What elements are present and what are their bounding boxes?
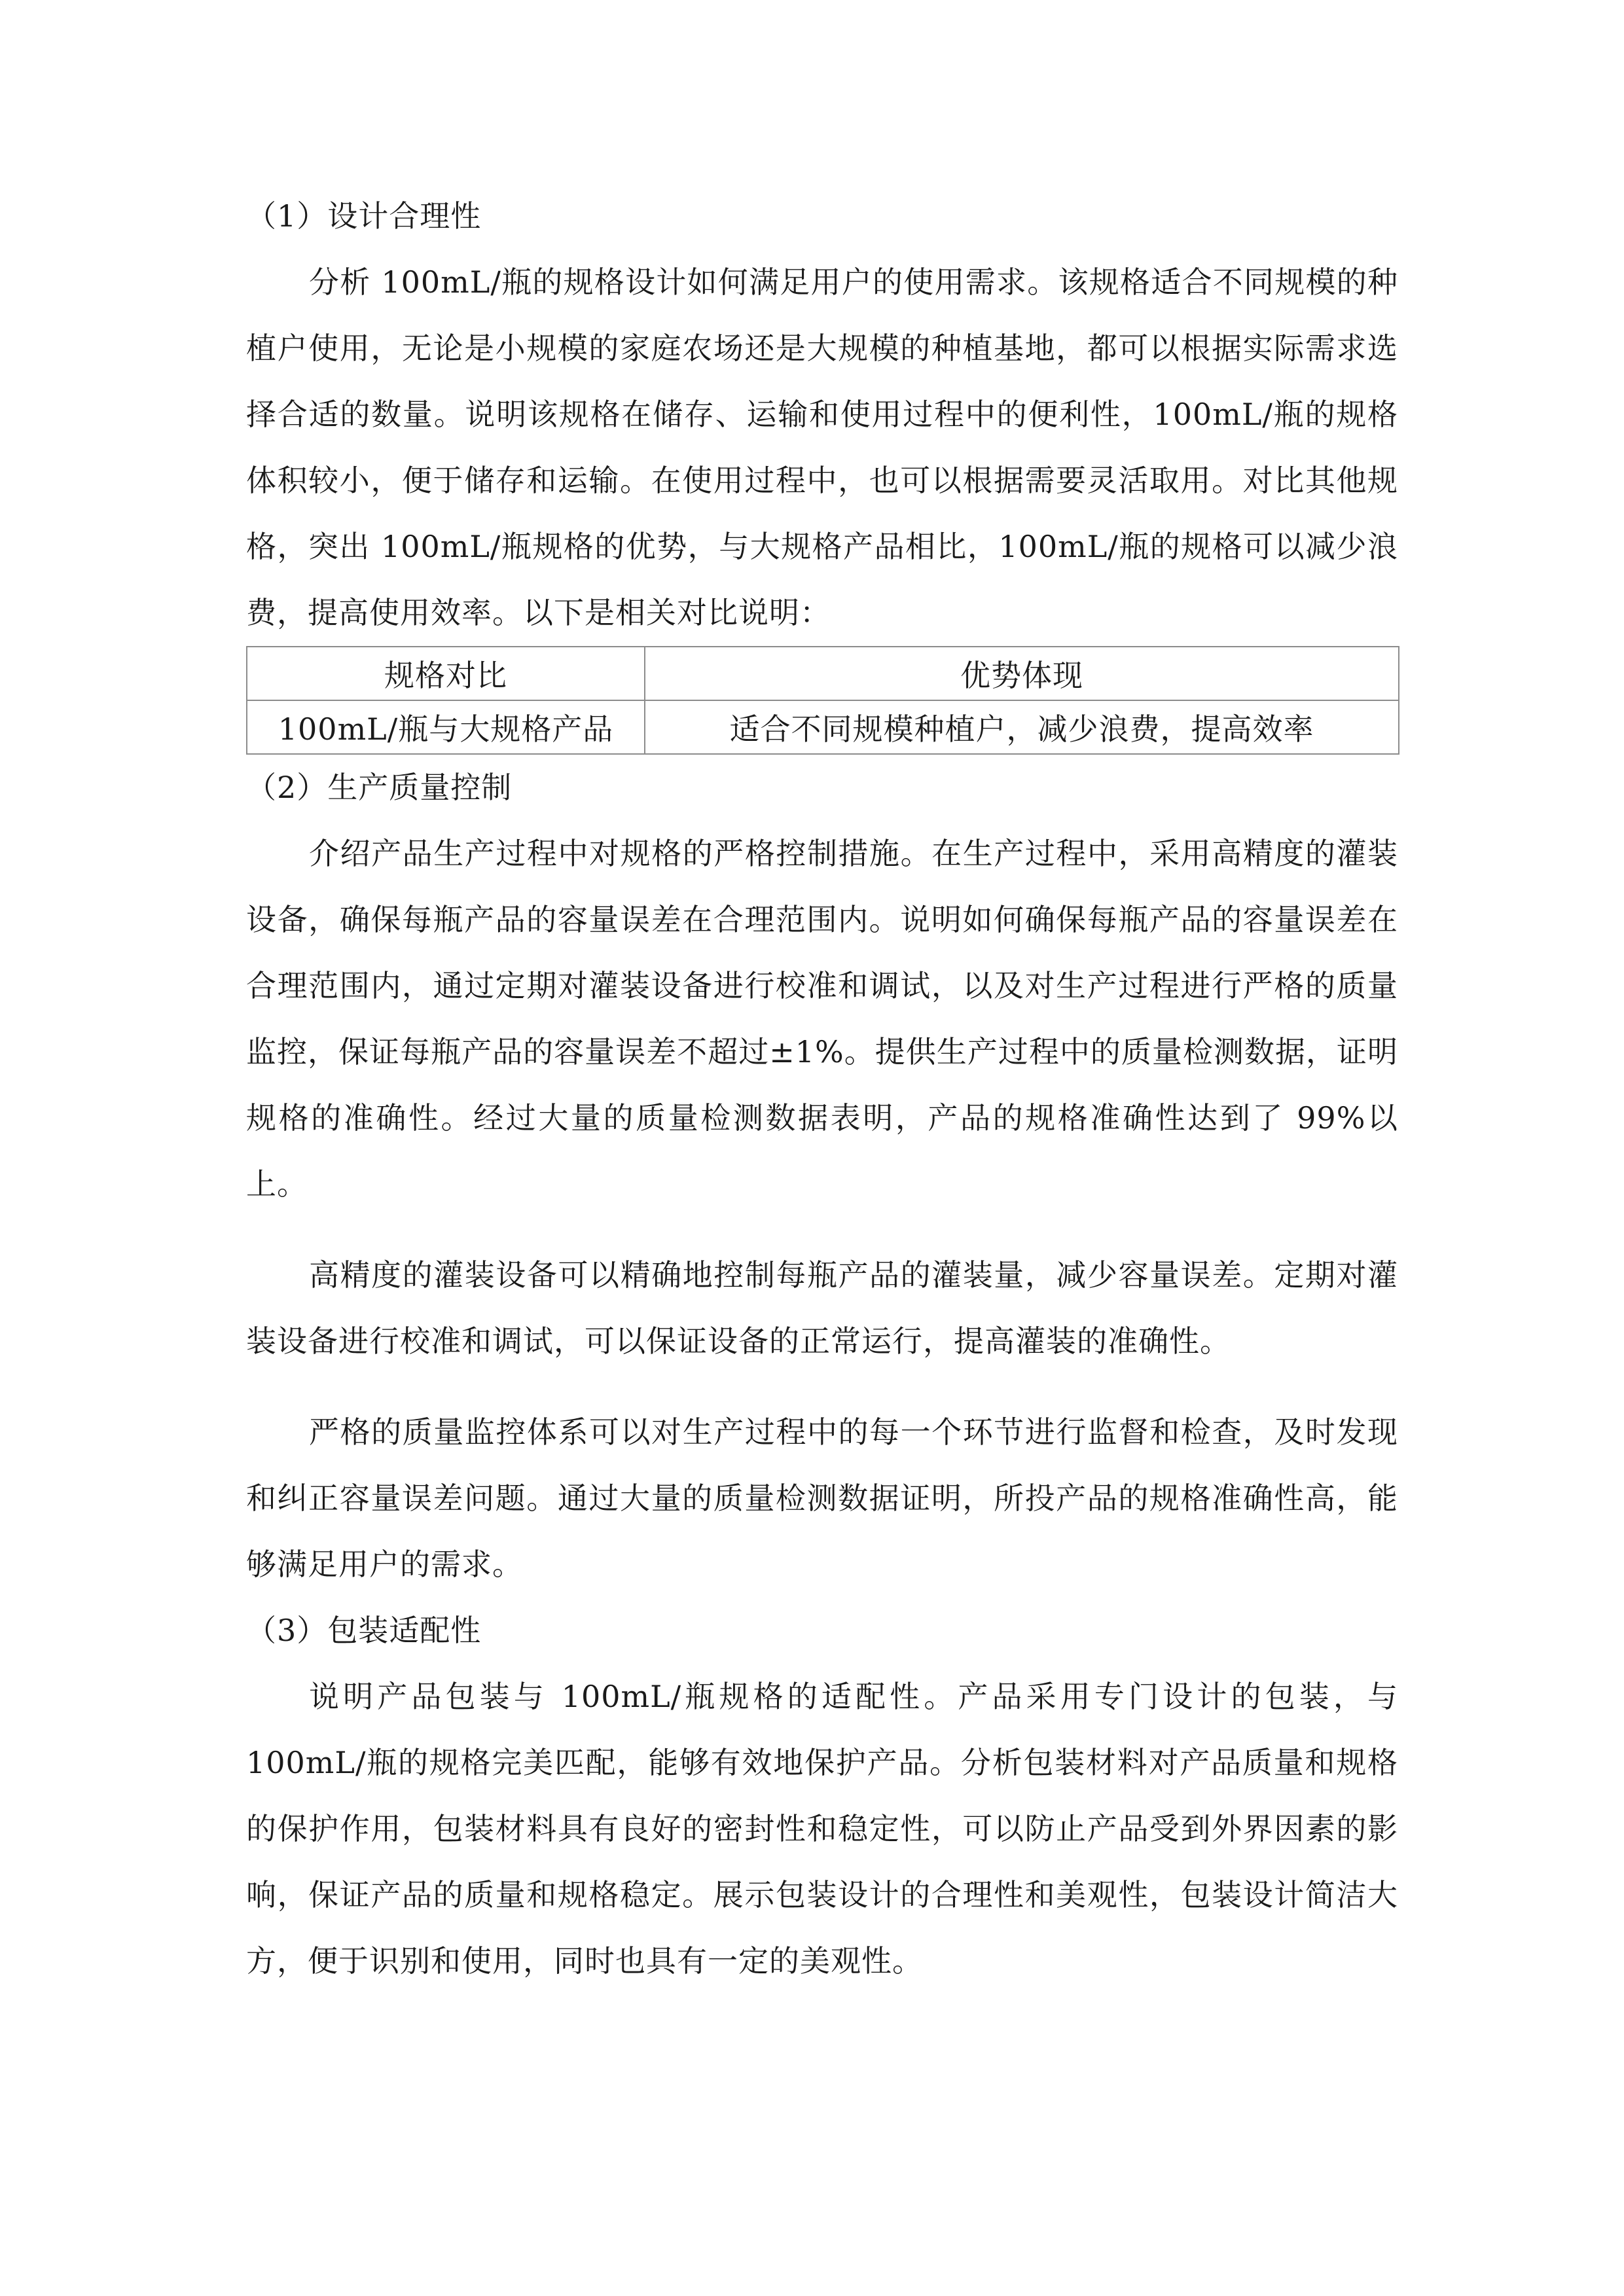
section-2-paragraph-3: 严格的质量监控体系可以对生产过程中的每一个环节进行监督和检查，及时发现和纠正容量误差问题。通过大量的质量检测数据证明，所投产品的规格准确性高，能够满足用户的需求。 <box>246 1414 1398 1582</box>
paragraph-gap <box>246 1217 1398 1242</box>
document-body <box>246 183 1398 1994</box>
section-1-paragraph: 分析 100mL/瓶的规格设计如何满足用户的使用需求。该规格适合不同规模的种植户使用，无论是小规模的家庭农场还是大规模的种植基地，都可以根据实际需求选择合适的数量。说明该规格在储存、运输和使用过程中的便利性，100mL/瓶的规格体积较小，便于储存和运输。在使用过程中，也可以根据需要灵活取用。对比其他规格，突出 100mL/瓶规格的优势，与大规格产品相比，100mL/瓶的规格可以减少浪费，提高使用效率。以下是相关对比说明： <box>246 264 1398 630</box>
table-cell-spec: 100mL/瓶与大规格产品 <box>247 700 645 754</box>
section-3-heading: （3）包装适配性 <box>246 1613 482 1648</box>
section-2-paragraph-1: 介绍产品生产过程中对规格的严格控制措施。在生产过程中，采用高精度的灌装设备，确保每瓶产品的容量误差在合理范围内。说明如何确保每瓶产品的容量误差在合理范围内，通过定期对灌装设备进行校准和调试，以及对生产过程进行严格的质量监控，保证每瓶产品的容量误差不超过±1%。提供生产过程中的质量检测数据，证明规格的准确性。经过大量的质量检测数据表明，产品的规格准确性达到了 99%以上。 <box>246 836 1398 1202</box>
table-row <box>247 700 1399 754</box>
table-cell-advantage: 适合不同规模种植户，减少浪费，提高效率 <box>645 700 1399 754</box>
paragraph-gap <box>246 1374 1398 1399</box>
section-1-heading: （1）设计合理性 <box>246 198 482 234</box>
section-2-paragraph-2: 高精度的灌装设备可以精确地控制每瓶产品的灌装量，减少容量误差。定期对灌装设备进行校准和调试，可以保证设备的正常运行，提高灌装的准确性。 <box>246 1257 1398 1359</box>
table-header-advantage: 优势体现 <box>645 647 1399 700</box>
comparison-table <box>246 646 1399 755</box>
section-2-heading: （2）生产质量控制 <box>246 770 513 805</box>
section-3-paragraph: 说明产品包装与 100mL/瓶规格的适配性。产品采用专门设计的包装，与 100mL/瓶的规格完美匹配，能够有效地保护产品。分析包装材料对产品质量和规格的保护作用，包装材料具有良好的密封性和稳定性，可以防止产品受到外界因素的影响，保证产品的质量和规格稳定。展示包装设计的合理性和美观性，包装设计简洁大方，便于识别和使用，同时也具有一定的美观性。 <box>246 1679 1398 1979</box>
table-header-spec: 规格对比 <box>247 647 645 700</box>
table-header-row <box>247 647 1399 700</box>
